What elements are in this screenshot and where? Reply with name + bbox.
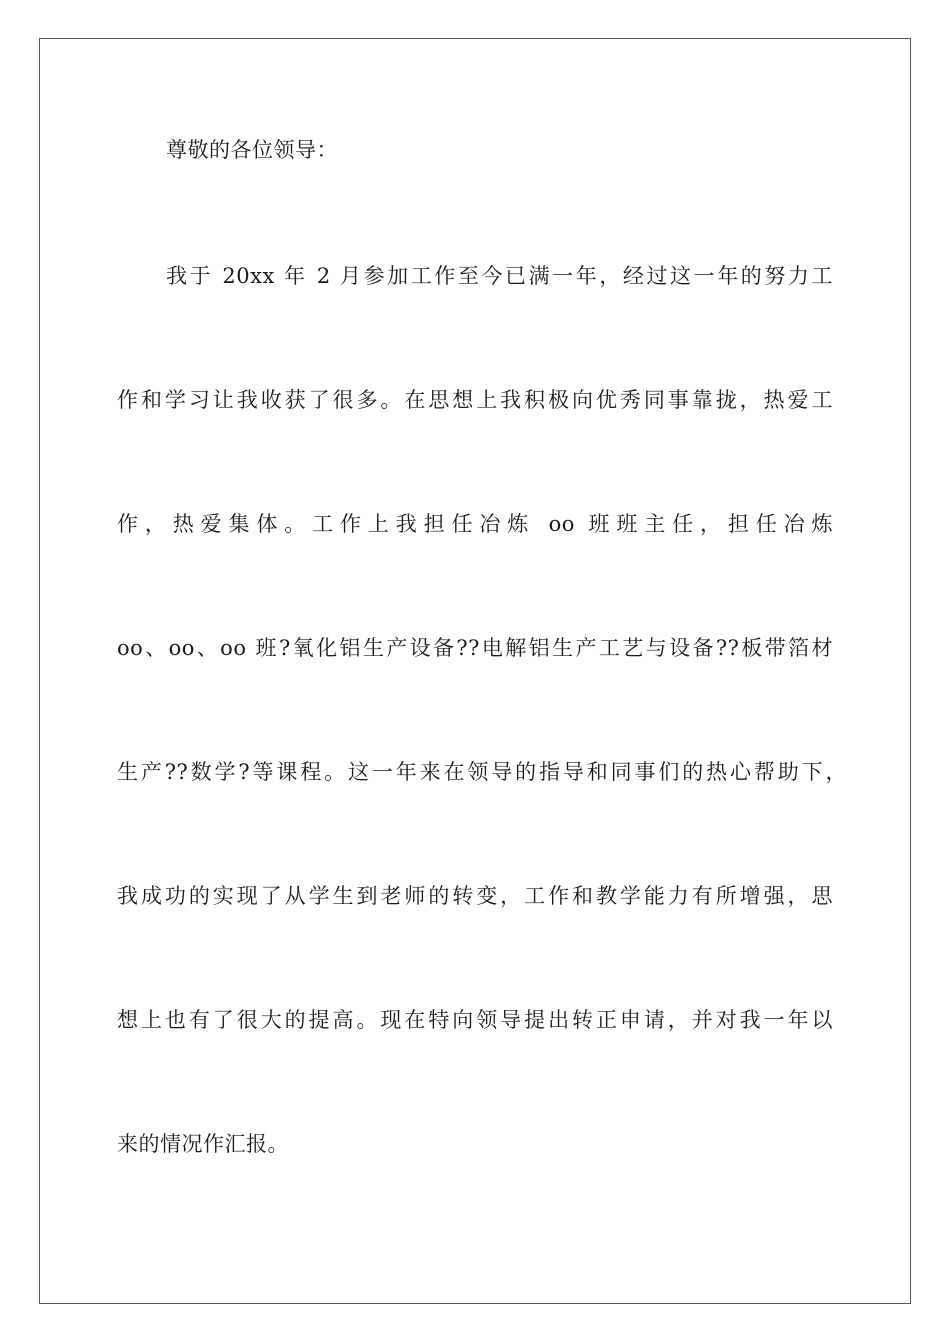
body-line-5: 生产??数学?等课程。这一年来在领导的指导和同事们的热心帮助下， bbox=[117, 760, 847, 784]
body-line-1: 我于 20xx 年 2 月参加工作至今已满一年，经过这一年的努力工 bbox=[166, 264, 833, 288]
body-line-8: 来的情况作汇报。 bbox=[117, 1132, 289, 1156]
body-line-2: 作和学习让我收获了很多。在思想上我积极向优秀同事靠拢，热爱工 bbox=[117, 388, 833, 412]
body-line-4: oo、oo、oo 班?氧化铝生产设备??电解铝生产工艺与设备??板带箔材 bbox=[117, 636, 833, 660]
body-line-3: 作，热爱集体。工作上我担任冶炼 oo 班班主任，担任冶炼 bbox=[117, 512, 833, 536]
salutation: 尊敬的各位领导： bbox=[166, 138, 338, 162]
body-line-6: 我成功的实现了从学生到老师的转变，工作和教学能力有所增强，思 bbox=[117, 884, 833, 908]
page-frame bbox=[39, 38, 911, 1304]
body-line-7: 想上也有了很大的提高。现在特向领导提出转正申请，并对我一年以 bbox=[117, 1008, 833, 1032]
